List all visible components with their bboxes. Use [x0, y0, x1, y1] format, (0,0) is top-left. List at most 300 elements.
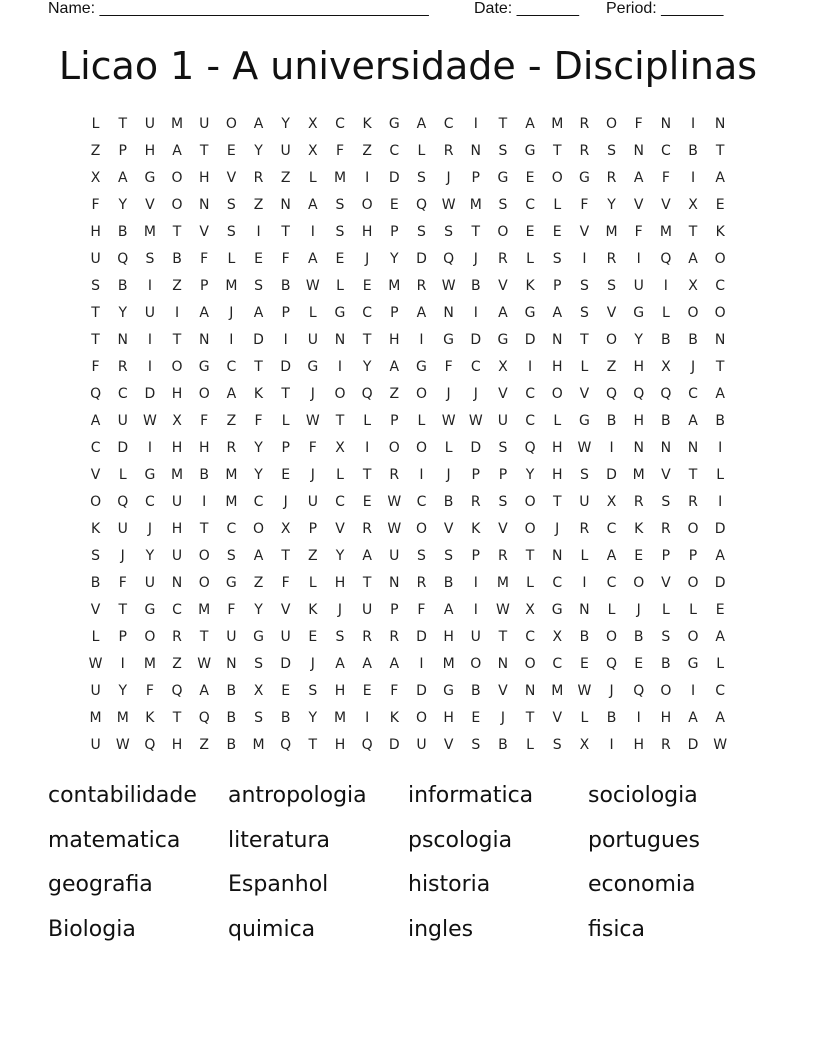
grid-letter: K: [253, 386, 264, 402]
grid-letter: S: [335, 197, 345, 213]
grid-letter: V: [335, 521, 345, 537]
grid-letter: A: [443, 602, 454, 618]
grid-letter: M: [496, 575, 509, 591]
grid-letter: B: [172, 251, 182, 267]
grid-letter: J: [473, 251, 478, 267]
grid-letter: N: [687, 440, 699, 456]
grid-letter: G: [524, 143, 536, 159]
grid-letter: U: [90, 251, 101, 267]
grid-letter: B: [606, 710, 617, 726]
grid-letter: F: [580, 197, 589, 213]
grid-letter: T: [199, 629, 209, 645]
name-field-label: Name: _____________________________________: [48, 0, 429, 17]
grid-letter: S: [145, 251, 155, 267]
grid-letter: S: [552, 251, 562, 267]
grid-letter: D: [714, 575, 726, 591]
grid-letter: T: [471, 224, 481, 240]
grid-letter: Y: [118, 197, 128, 213]
grid-letter: C: [715, 683, 726, 699]
grid-letter: U: [497, 413, 509, 429]
grid-letter: J: [555, 521, 560, 537]
grid-letter: F: [118, 575, 127, 591]
grid-letter: D: [470, 440, 482, 456]
grid-letter: S: [552, 737, 562, 753]
grid-letter: O: [660, 683, 672, 699]
grid-letter: T: [172, 710, 182, 726]
grid-letter: Q: [415, 197, 427, 213]
grid-letter: I: [147, 440, 152, 456]
grid-letter: N: [524, 683, 536, 699]
grid-letter: P: [308, 521, 318, 537]
grid-letter: R: [579, 521, 590, 537]
grid-letter: Z: [308, 548, 318, 564]
grid-letter: S: [335, 629, 345, 645]
grid-letter: M: [143, 656, 156, 672]
grid-letter: W: [387, 494, 402, 510]
grid-letter: M: [659, 224, 672, 240]
grid-letter: P: [471, 467, 480, 483]
grid-letter: H: [443, 629, 454, 645]
grid-letter: I: [609, 737, 614, 753]
grid-letter: J: [636, 602, 641, 618]
grid-letter: T: [552, 143, 562, 159]
grid-letter: O: [415, 386, 427, 402]
grid-letter: E: [281, 467, 291, 483]
grid-letter: S: [254, 278, 263, 294]
grid-letter: V: [552, 710, 563, 726]
grid-letter: O: [687, 305, 699, 321]
grid-letter: U: [307, 494, 318, 510]
grid-letter: Z: [362, 143, 372, 159]
grid-letter: C: [525, 386, 535, 402]
grid-letter: J: [365, 251, 370, 267]
grid-letter: V: [280, 602, 291, 618]
grid-letter: A: [715, 710, 725, 726]
grid-letter: A: [688, 710, 698, 726]
grid-letter: N: [226, 656, 237, 672]
grid-letter: Y: [118, 305, 128, 321]
grid-letter: L: [689, 602, 697, 618]
grid-letter: A: [715, 386, 725, 402]
grid-letter: F: [200, 413, 209, 429]
word-list-item: informatica: [408, 783, 534, 808]
grid-letter: H: [633, 413, 644, 429]
grid-letter: D: [388, 737, 400, 753]
grid-letter: P: [390, 305, 399, 321]
grid-letter: R: [226, 440, 237, 456]
grid-letter: B: [90, 575, 101, 591]
grid-letter: U: [171, 494, 183, 510]
grid-letter: E: [634, 548, 644, 564]
grid-letter: D: [416, 683, 427, 699]
grid-letter: X: [688, 197, 698, 213]
grid-letter: A: [715, 170, 725, 186]
grid-letter: M: [198, 602, 211, 618]
grid-letter: S: [226, 548, 236, 564]
grid-letter: M: [225, 467, 238, 483]
grid-letter: C: [90, 440, 101, 456]
grid-letter: U: [416, 737, 427, 753]
grid-letter: E: [362, 278, 372, 294]
grid-letter: C: [117, 386, 128, 402]
grid-letter: H: [361, 224, 373, 240]
grid-letter: T: [281, 386, 290, 402]
grid-letter: G: [578, 170, 590, 186]
grid-letter: L: [580, 548, 589, 564]
grid-letter: B: [661, 332, 671, 348]
grid-letter: O: [687, 629, 699, 645]
grid-letter: G: [578, 413, 590, 429]
grid-letter: T: [525, 548, 535, 564]
grid-letter: O: [415, 440, 427, 456]
grid-letter: N: [633, 143, 644, 159]
grid-letter: B: [688, 143, 698, 159]
grid-letter: A: [416, 305, 427, 321]
grid-letter: H: [633, 737, 644, 753]
grid-letter: X: [579, 737, 590, 753]
grid-letter: O: [171, 359, 183, 375]
grid-letter: W: [305, 413, 320, 429]
grid-letter: S: [444, 548, 454, 564]
grid-letter: S: [444, 224, 454, 240]
grid-letter: M: [551, 116, 564, 132]
grid-letter: Z: [172, 278, 182, 294]
grid-letter: U: [199, 116, 210, 132]
grid-letter: T: [362, 332, 372, 348]
grid-letter: T: [498, 116, 508, 132]
grid-letter: I: [690, 683, 696, 699]
grid-letter: L: [336, 278, 344, 294]
grid-letter: J: [229, 305, 234, 321]
grid-letter: W: [468, 413, 483, 429]
grid-letter: R: [362, 629, 372, 645]
grid-letter: T: [118, 602, 128, 618]
grid-letter: A: [253, 548, 264, 564]
grid-letter: O: [388, 440, 400, 456]
grid-letter: A: [389, 359, 400, 375]
grid-letter: I: [419, 467, 424, 483]
grid-letter: E: [226, 143, 236, 159]
grid-letter: T: [715, 359, 725, 375]
grid-letter: C: [226, 521, 237, 537]
grid-letter: X: [661, 359, 671, 375]
grid-letter: O: [334, 386, 346, 402]
grid-letter: F: [200, 251, 209, 267]
grid-letter: C: [525, 629, 535, 645]
grid-letter: V: [661, 467, 671, 483]
grid-letter: K: [145, 710, 155, 726]
date-field-label: Date: _______: [474, 0, 579, 17]
grid-letter: N: [117, 332, 128, 348]
grid-letter: A: [362, 656, 372, 672]
grid-letter: G: [253, 629, 264, 645]
grid-letter: P: [281, 440, 290, 456]
grid-letter: T: [552, 494, 562, 510]
grid-letter: S: [498, 440, 508, 456]
word-list-item: Biologia: [48, 916, 136, 942]
grid-letter: F: [634, 116, 643, 132]
grid-letter: I: [365, 710, 370, 726]
grid-letter: I: [229, 332, 234, 348]
grid-letter: N: [470, 143, 481, 159]
grid-letter: I: [473, 305, 478, 321]
grid-letter: X: [280, 521, 291, 537]
grid-letter: G: [198, 359, 210, 375]
grid-letter: B: [443, 575, 454, 591]
page-title: Licao 1 - A universidade - Disciplinas: [58, 44, 758, 88]
grid-letter: T: [525, 710, 535, 726]
grid-letter: X: [172, 413, 182, 429]
grid-letter: S: [498, 494, 508, 510]
grid-letter: I: [718, 440, 723, 456]
grid-letter: A: [552, 305, 563, 321]
grid-letter: Q: [606, 656, 618, 672]
grid-letter: U: [579, 494, 590, 510]
grid-letter: O: [524, 656, 536, 672]
grid-letter: D: [253, 332, 264, 348]
word-list-item: geografia: [48, 872, 153, 897]
grid-letter: D: [388, 170, 400, 186]
grid-letter: T: [688, 467, 698, 483]
grid-letter: F: [335, 143, 345, 159]
grid-letter: M: [89, 710, 102, 726]
grid-letter: H: [443, 710, 454, 726]
grid-letter: N: [579, 602, 590, 618]
grid-letter: A: [226, 386, 237, 402]
grid-letter: O: [524, 521, 536, 537]
grid-letter: G: [388, 116, 400, 132]
grid-letter: N: [443, 305, 454, 321]
grid-letter: H: [334, 737, 346, 753]
grid-letter: J: [310, 656, 315, 672]
word-list-item: quimica: [228, 916, 316, 942]
grid-letter: A: [253, 305, 264, 321]
grid-letter: J: [609, 683, 614, 699]
grid-letter: R: [606, 170, 617, 186]
grid-letter: S: [498, 197, 508, 213]
grid-letter: B: [280, 710, 291, 726]
grid-letter: Y: [145, 548, 155, 564]
grid-letter: H: [171, 737, 183, 753]
grid-letter: H: [551, 440, 563, 456]
grid-letter: L: [281, 413, 290, 429]
grid-letter: R: [253, 170, 264, 186]
grid-letter: I: [147, 332, 152, 348]
grid-letter: T: [91, 332, 100, 348]
grid-letter: F: [390, 683, 399, 699]
grid-letter: G: [144, 170, 156, 186]
grid-letter: V: [498, 386, 508, 402]
grid-letter: U: [307, 332, 318, 348]
grid-letter: S: [335, 224, 345, 240]
grid-letter: H: [171, 440, 183, 456]
grid-letter: P: [118, 143, 127, 159]
grid-letter: P: [471, 170, 480, 186]
grid-letter: A: [416, 116, 427, 132]
grid-letter: P: [281, 305, 290, 321]
grid-letter: S: [661, 629, 671, 645]
grid-letter: K: [90, 521, 101, 537]
grid-letter: A: [308, 251, 318, 267]
grid-letter: E: [389, 197, 399, 213]
grid-letter: I: [419, 332, 424, 348]
grid-letter: I: [690, 116, 696, 132]
grid-letter: T: [335, 413, 345, 429]
grid-letter: O: [606, 629, 618, 645]
grid-letter: B: [579, 629, 590, 645]
grid-letter: H: [660, 710, 672, 726]
grid-letter: U: [280, 629, 291, 645]
grid-letter: J: [446, 386, 451, 402]
grid-letter: C: [226, 359, 237, 375]
grid-letter: D: [416, 629, 427, 645]
grid-letter: N: [551, 332, 563, 348]
grid-letter: I: [473, 575, 478, 591]
grid-letter: N: [551, 548, 563, 564]
grid-letter: O: [225, 116, 237, 132]
grid-letter: L: [526, 251, 534, 267]
grid-letter: S: [417, 170, 426, 186]
grid-letter: D: [714, 521, 726, 537]
grid-letter: B: [226, 710, 237, 726]
grid-letter: O: [144, 629, 156, 645]
grid-letter: Y: [390, 251, 399, 267]
grid-letter: O: [171, 197, 183, 213]
grid-letter: M: [171, 467, 184, 483]
grid-letter: H: [551, 359, 563, 375]
grid-letter: E: [254, 251, 263, 267]
grid-letter: N: [660, 440, 672, 456]
grid-letter: W: [441, 278, 456, 294]
grid-letter: R: [172, 629, 182, 645]
grid-letter: Q: [361, 386, 373, 402]
grid-letter: S: [417, 224, 426, 240]
grid-letter: U: [144, 305, 156, 321]
grid-letter: C: [660, 143, 671, 159]
grid-letter: E: [308, 629, 318, 645]
grid-letter: W: [88, 656, 103, 672]
grid-letter: B: [688, 332, 698, 348]
grid-letter: Y: [634, 332, 643, 348]
word-list-item: matematica: [48, 827, 181, 853]
grid-letter: X: [688, 278, 698, 294]
grid-letter: V: [199, 224, 209, 240]
grid-letter: Q: [606, 386, 618, 402]
grid-letter: L: [444, 440, 453, 456]
grid-letter: C: [552, 575, 563, 591]
grid-letter: D: [144, 386, 156, 402]
grid-letter: K: [634, 521, 644, 537]
grid-letter: A: [715, 548, 725, 564]
grid-letter: J: [283, 494, 288, 510]
grid-letter: V: [661, 575, 671, 591]
grid-letter: A: [606, 548, 617, 564]
grid-letter: B: [117, 278, 128, 294]
grid-letter: E: [715, 602, 725, 618]
grid-letter: G: [524, 305, 536, 321]
grid-letter: M: [171, 116, 184, 132]
grid-letter: P: [390, 413, 399, 429]
grid-letter: A: [199, 683, 209, 699]
grid-letter: A: [688, 413, 698, 429]
grid-letter: T: [281, 548, 290, 564]
grid-letter: W: [713, 737, 728, 753]
grid-letter: T: [91, 305, 100, 321]
grid-letter: N: [198, 197, 210, 213]
grid-letter: A: [633, 170, 644, 186]
grid-letter: A: [199, 305, 209, 321]
grid-letter: C: [525, 413, 535, 429]
grid-letter: X: [498, 359, 508, 375]
grid-letter: U: [389, 548, 400, 564]
grid-letter: T: [362, 575, 372, 591]
grid-letter: U: [633, 278, 644, 294]
grid-letter: T: [281, 224, 290, 240]
grid-letter: P: [661, 548, 671, 564]
grid-letter: Z: [389, 386, 400, 402]
grid-letter: A: [335, 656, 345, 672]
grid-letter: L: [417, 413, 426, 429]
grid-letter: Y: [607, 197, 616, 213]
grid-letter: S: [91, 548, 101, 564]
grid-letter: L: [661, 305, 670, 321]
word-list-item: portugues: [588, 827, 700, 853]
grid-letter: S: [498, 143, 508, 159]
grid-letter: U: [117, 521, 128, 537]
grid-letter: J: [147, 521, 152, 537]
grid-letter: S: [226, 224, 236, 240]
grid-letter: N: [334, 332, 346, 348]
grid-letter: K: [471, 521, 481, 537]
grid-letter: B: [633, 629, 644, 645]
grid-letter: V: [498, 278, 508, 294]
grid-letter: S: [579, 305, 589, 321]
grid-letter: P: [498, 467, 508, 483]
grid-letter: M: [116, 710, 129, 726]
grid-letter: A: [117, 170, 128, 186]
grid-letter: T: [688, 224, 698, 240]
grid-letter: F: [308, 440, 317, 456]
grid-letter: J: [446, 170, 451, 186]
grid-letter: Q: [117, 251, 129, 267]
grid-letter: Z: [199, 737, 209, 753]
grid-letter: W: [441, 197, 456, 213]
grid-letter: B: [606, 413, 617, 429]
grid-letter: N: [633, 440, 644, 456]
grid-letter: J: [473, 386, 478, 402]
grid-letter: I: [337, 359, 343, 375]
grid-letter: D: [280, 656, 292, 672]
grid-letter: M: [143, 224, 156, 240]
grid-letter: T: [715, 143, 725, 159]
word-list-item: antropologia: [228, 783, 367, 808]
grid-letter: G: [551, 602, 563, 618]
grid-letter: Q: [524, 440, 536, 456]
grid-letter: V: [633, 197, 644, 213]
grid-letter: T: [172, 224, 182, 240]
grid-letter: Z: [253, 197, 264, 213]
grid-letter: L: [526, 737, 534, 753]
grid-letter: B: [661, 656, 671, 672]
grid-letter: H: [171, 386, 183, 402]
grid-letter: Y: [525, 467, 535, 483]
grid-letter: I: [636, 710, 641, 726]
grid-letter: Z: [253, 575, 264, 591]
grid-letter: J: [337, 602, 343, 618]
grid-letter: W: [577, 440, 592, 456]
word-search-grid: [82, 111, 736, 759]
grid-letter: Q: [90, 386, 102, 402]
